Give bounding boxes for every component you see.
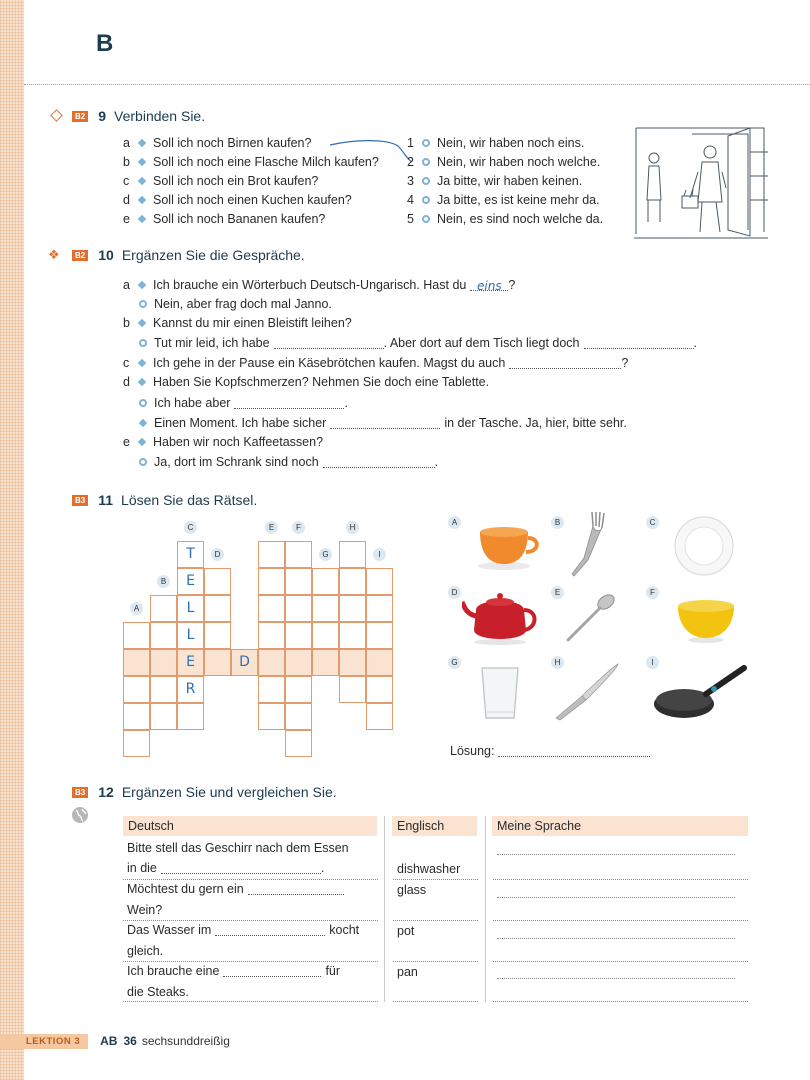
dialogue-text: . xyxy=(344,396,348,410)
item-letter: e xyxy=(123,435,130,449)
exercise-title: Lösen Sie das Rätsel. xyxy=(121,492,258,508)
picture-label: B xyxy=(551,516,564,529)
clue-label: H xyxy=(346,521,359,534)
diamond-bullet-icon xyxy=(138,158,146,166)
diamond-bullet-icon xyxy=(138,438,146,446)
clue-label: B xyxy=(157,575,170,588)
solution-blank[interactable] xyxy=(498,745,650,757)
crossword-cell[interactable] xyxy=(285,622,312,649)
answer-row xyxy=(402,155,600,169)
answer-blank[interactable] xyxy=(248,883,344,895)
translation-line[interactable] xyxy=(497,978,735,979)
answer-blank[interactable] xyxy=(509,357,621,369)
crossword-cell[interactable] xyxy=(312,595,339,622)
circle-bullet-icon xyxy=(139,458,147,466)
ab-label: AB xyxy=(100,1034,118,1048)
page-footer xyxy=(0,1032,230,1050)
clue-label: A xyxy=(130,602,143,615)
crossword-cell[interactable] xyxy=(204,649,231,676)
circle-bullet-icon xyxy=(422,196,430,204)
answer-blank[interactable] xyxy=(323,456,435,468)
englisch-cell: dishwasher xyxy=(397,862,461,876)
dialogue-text: Einen Moment. Ich habe sicher xyxy=(154,416,327,430)
decorative-side-strip xyxy=(0,0,24,1080)
dialogue-line xyxy=(123,278,515,292)
crossword-cell[interactable] xyxy=(285,595,312,622)
item-letter: a xyxy=(123,278,130,292)
picture-label: F xyxy=(646,586,659,599)
diamond-bullet-icon xyxy=(138,215,146,223)
item-letter: b xyxy=(123,316,130,330)
frying-pan-image xyxy=(652,664,752,726)
crossword-cell[interactable] xyxy=(258,595,285,622)
answer-number: 5 xyxy=(407,212,414,226)
answer-number: 2 xyxy=(407,155,414,169)
crossword-cell[interactable] xyxy=(123,730,150,757)
answer-blank[interactable] xyxy=(274,337,384,349)
dialogue-text: Haben wir noch Kaffeetassen? xyxy=(153,435,324,449)
row-divider xyxy=(123,920,378,921)
question-row xyxy=(123,193,352,207)
deutsch-text: Das Wasser im xyxy=(127,923,212,937)
clue-label: E xyxy=(265,521,278,534)
translation-line[interactable] xyxy=(497,854,735,855)
clue-label: F xyxy=(292,521,305,534)
top-divider xyxy=(24,84,810,85)
plate-image xyxy=(672,514,738,578)
question-text: Soll ich noch einen Kuchen kaufen? xyxy=(153,193,352,207)
deutsch-text: in die xyxy=(127,861,157,875)
crossword-cell[interactable] xyxy=(258,703,285,730)
item-letter: d xyxy=(123,375,130,389)
column-divider xyxy=(485,816,486,1002)
crossword-cell[interactable] xyxy=(258,676,285,703)
translation-line[interactable] xyxy=(493,961,748,962)
level-badge: B2 xyxy=(72,250,88,261)
knife-image xyxy=(552,660,622,722)
level-badge: B2 xyxy=(72,111,88,122)
circle-bullet-icon xyxy=(422,139,430,147)
answer-number: 1 xyxy=(407,136,414,150)
column-header-englisch: Englisch xyxy=(392,816,477,836)
dialogue-text: Ich habe aber xyxy=(154,396,231,410)
crossword-cell[interactable] xyxy=(150,703,177,730)
exercise-11-header xyxy=(72,492,257,508)
row-divider xyxy=(123,961,378,962)
solution-field xyxy=(450,744,650,758)
deutsch-cell xyxy=(127,861,324,875)
section-letter: B xyxy=(96,30,114,57)
answer-blank-filled[interactable]: eins xyxy=(470,279,508,291)
crossword-cell[interactable] xyxy=(339,568,366,595)
dialogue-text: . xyxy=(693,336,697,350)
dialogue-text: ? xyxy=(508,278,516,292)
crossword-letter: L xyxy=(186,600,195,616)
dialogue-text: Haben Sie Kopfschmerzen? Nehmen Sie doch eine Tablette. xyxy=(153,375,490,389)
crossword-cell[interactable] xyxy=(123,622,150,649)
crossword-cell[interactable] xyxy=(339,622,366,649)
deutsch-text: kocht xyxy=(329,923,360,937)
dialogue-text: ? xyxy=(621,356,629,370)
crossword-cell[interactable] xyxy=(258,622,285,649)
diamond-bullet-icon xyxy=(138,378,146,386)
crossword-cell[interactable] xyxy=(204,622,231,649)
picture-label: H xyxy=(551,656,564,669)
crossword-cell[interactable] xyxy=(339,541,366,568)
doorway-sketch-illustration xyxy=(632,122,772,244)
dialogue-line xyxy=(123,356,628,370)
translation-line[interactable] xyxy=(493,920,748,921)
exercise-title: Verbinden Sie. xyxy=(114,108,206,124)
crossword-cell[interactable] xyxy=(285,568,312,595)
orange-cup-image xyxy=(474,522,544,572)
answer-text: Nein, wir haben noch eins. xyxy=(437,136,585,150)
dialogue-line xyxy=(123,316,352,330)
crossword-cell[interactable] xyxy=(366,649,393,676)
dialogue-line xyxy=(137,297,332,311)
crossword-letter: T xyxy=(186,546,195,562)
deutsch-cell xyxy=(127,882,344,896)
crossword-cell[interactable] xyxy=(285,730,312,757)
crossword-cell[interactable] xyxy=(285,703,312,730)
crossword-cell[interactable] xyxy=(258,568,285,595)
englisch-cell: pot xyxy=(397,924,415,938)
exercise-number: 10 xyxy=(98,247,114,263)
crossword-cell[interactable] xyxy=(366,568,393,595)
clue-label: C xyxy=(184,521,197,534)
dialogue-text: Tut mir leid, ich habe xyxy=(154,336,270,350)
deutsch-cell: Bitte stell das Geschirr nach dem Essen xyxy=(127,841,349,855)
deutsch-cell: die Steaks. xyxy=(127,985,189,999)
picture-label: A xyxy=(448,516,461,529)
exercise-number: 11 xyxy=(98,492,114,508)
level-badge: B3 xyxy=(72,787,88,798)
question-text: Soll ich noch Bananen kaufen? xyxy=(153,212,326,226)
level-badge: B3 xyxy=(72,495,88,506)
circle-bullet-icon xyxy=(422,177,430,185)
crossword-cell[interactable] xyxy=(150,595,177,622)
answer-text: Nein, es sind noch welche da. xyxy=(437,212,604,226)
solution-label: Lösung: xyxy=(450,744,495,758)
translation-line[interactable] xyxy=(497,938,735,939)
diamond-bullet-icon xyxy=(138,196,146,204)
crossword-letter: E xyxy=(186,573,195,589)
yellow-bowl-image xyxy=(674,598,738,644)
picture-label: C xyxy=(646,516,659,529)
difficulty-diamond-icon xyxy=(50,109,63,122)
column-header-deutsch: Deutsch xyxy=(123,816,377,836)
clue-label: D xyxy=(211,548,224,561)
item-letter: c xyxy=(123,174,130,188)
question-text: Soll ich noch ein Brot kaufen? xyxy=(153,174,319,188)
dialogue-line xyxy=(137,396,348,410)
page-number: 36 xyxy=(123,1034,137,1048)
englisch-cell: pan xyxy=(397,965,418,979)
deutsch-cell xyxy=(127,964,340,978)
diamond-bullet-icon xyxy=(138,139,146,147)
crossword-cell[interactable] xyxy=(285,541,312,568)
picture-label: D xyxy=(448,586,461,599)
column-header-meine-sprache: Meine Sprache xyxy=(492,816,748,836)
question-row xyxy=(123,212,325,226)
answer-blank[interactable] xyxy=(223,965,321,977)
translation-line[interactable] xyxy=(497,897,735,898)
diamond-bullet-icon xyxy=(139,419,147,427)
crossword-cell[interactable] xyxy=(150,622,177,649)
clue-label: I xyxy=(373,548,386,561)
crossword-letter: E xyxy=(186,654,195,670)
crossword-cell[interactable] xyxy=(258,541,285,568)
question-row xyxy=(123,174,318,188)
deutsch-text: für xyxy=(325,964,341,978)
crossword-cell[interactable] xyxy=(312,649,339,676)
crossword-cell[interactable] xyxy=(366,703,393,730)
crossword-cell[interactable] xyxy=(339,649,366,676)
circle-bullet-icon xyxy=(422,158,430,166)
item-letter: b xyxy=(123,155,130,169)
exercise-12-header xyxy=(72,784,337,800)
crossword-cell[interactable] xyxy=(366,595,393,622)
answer-row xyxy=(402,136,584,150)
difficulty-diamonds-icon: ❖ xyxy=(48,247,60,262)
crossword-letter: D xyxy=(239,654,250,670)
exercise-9-header xyxy=(72,108,205,124)
deutsch-text: Ich brauche eine xyxy=(127,964,220,978)
circle-bullet-icon xyxy=(422,215,430,223)
fork-image xyxy=(566,510,606,580)
englisch-cell: glass xyxy=(397,883,427,897)
dialogue-text: . Aber dort auf dem Tisch liegt doch xyxy=(383,336,580,350)
answer-blank[interactable] xyxy=(234,397,344,409)
crossword-cell[interactable] xyxy=(339,676,366,703)
exercise-10-header xyxy=(72,247,305,263)
diamond-bullet-icon xyxy=(138,319,146,327)
deutsch-cell xyxy=(127,923,359,937)
deutsch-cell: Wein? xyxy=(127,903,163,917)
row-divider xyxy=(123,879,378,880)
picture-label: I xyxy=(646,656,659,669)
picture-label: G xyxy=(448,656,461,669)
question-text: Soll ich noch Birnen kaufen? xyxy=(153,136,312,150)
crossword-cell[interactable] xyxy=(204,568,231,595)
translation-line[interactable] xyxy=(493,879,748,880)
answer-text: Ja bitte, es ist keine mehr da. xyxy=(437,193,600,207)
dialogue-text: Kannst du mir einen Bleistift leihen? xyxy=(153,316,352,330)
column-divider xyxy=(384,816,385,1002)
item-letter: e xyxy=(123,212,130,226)
answer-row xyxy=(402,212,603,226)
crossword-cell[interactable] xyxy=(366,676,393,703)
answer-row xyxy=(402,193,600,207)
dialogue-line xyxy=(137,416,627,430)
exercise-number: 12 xyxy=(98,784,114,800)
dialogue-text: . xyxy=(434,455,439,469)
dialogue-text: Ich gehe in der Pause ein Käsebrötchen kaufen. Magst du auch xyxy=(153,356,506,370)
circle-bullet-icon xyxy=(139,399,147,407)
crossword-cell[interactable] xyxy=(366,622,393,649)
answer-number: 3 xyxy=(407,174,414,188)
answer-blank[interactable] xyxy=(330,417,440,429)
page-number-word: sechsunddreißig xyxy=(141,1034,230,1048)
diamond-bullet-icon xyxy=(138,359,146,367)
crossword-cell[interactable] xyxy=(150,676,177,703)
answer-text: Nein, wir haben noch welche. xyxy=(437,155,601,169)
crossword-letter: L xyxy=(186,627,195,643)
crossword-cell[interactable] xyxy=(339,595,366,622)
picture-label: E xyxy=(551,586,564,599)
diamond-bullet-icon xyxy=(138,177,146,185)
crossword-cell[interactable] xyxy=(123,676,150,703)
answer-blank[interactable] xyxy=(215,924,325,936)
crossword-cell[interactable] xyxy=(123,703,150,730)
answer-blank[interactable] xyxy=(584,337,694,349)
row-divider xyxy=(393,1001,478,1002)
crossword-cell[interactable] xyxy=(258,649,285,676)
globe-icon xyxy=(71,806,89,824)
lesson-label: LEKTION 3 xyxy=(0,1034,88,1049)
dialogue-line xyxy=(137,455,438,469)
dialogue-text: Nein, aber frag doch mal Janno. xyxy=(154,297,332,311)
clue-label: G xyxy=(319,548,332,561)
dialogue-line xyxy=(123,435,323,449)
circle-bullet-icon xyxy=(139,339,147,347)
question-row xyxy=(123,136,311,150)
crossword-cell[interactable] xyxy=(285,649,312,676)
item-letter: d xyxy=(123,193,130,207)
exercise-number: 9 xyxy=(98,108,107,124)
item-letter: a xyxy=(123,136,130,150)
dialogue-text: Ich brauche ein Wörterbuch Deutsch-Ungarisch. Hast du xyxy=(153,278,467,292)
item-letter: c xyxy=(123,356,130,370)
crossword-cell[interactable] xyxy=(177,703,204,730)
crossword-cell[interactable] xyxy=(312,568,339,595)
exercise-title: Ergänzen Sie und vergleichen Sie. xyxy=(121,784,337,800)
teapot-image xyxy=(462,590,542,646)
circle-bullet-icon xyxy=(139,300,147,308)
crossword-cell[interactable] xyxy=(150,649,177,676)
crossword-cell[interactable] xyxy=(204,595,231,622)
translation-line[interactable] xyxy=(493,1001,748,1002)
crossword-letter: R xyxy=(185,681,196,697)
glass-image xyxy=(478,664,522,722)
dialogue-line xyxy=(137,336,697,350)
crossword-cell[interactable] xyxy=(285,676,312,703)
deutsch-text: Möchtest du gern ein xyxy=(127,882,244,896)
exercise-title: Ergänzen Sie die Gespräche. xyxy=(121,247,305,263)
answer-text: Ja bitte, wir haben keinen. xyxy=(437,174,583,188)
answer-number: 4 xyxy=(407,193,414,207)
row-divider xyxy=(123,1001,378,1002)
crossword-cell[interactable] xyxy=(312,622,339,649)
dialogue-text: in der Tasche. Ja, hier, bitte sehr. xyxy=(444,416,627,430)
diamond-bullet-icon xyxy=(138,281,146,289)
deutsch-text: . xyxy=(320,861,325,875)
question-text: Soll ich noch eine Flasche Milch kaufen? xyxy=(153,155,379,169)
deutsch-cell: gleich. xyxy=(127,944,164,958)
answer-row xyxy=(402,174,582,188)
answer-blank[interactable] xyxy=(161,862,321,874)
spoon-image xyxy=(562,590,622,646)
dialogue-text: Ja, dort im Schrank sind noch xyxy=(154,455,319,469)
crossword-cell[interactable] xyxy=(123,649,150,676)
dialogue-line xyxy=(123,375,489,389)
